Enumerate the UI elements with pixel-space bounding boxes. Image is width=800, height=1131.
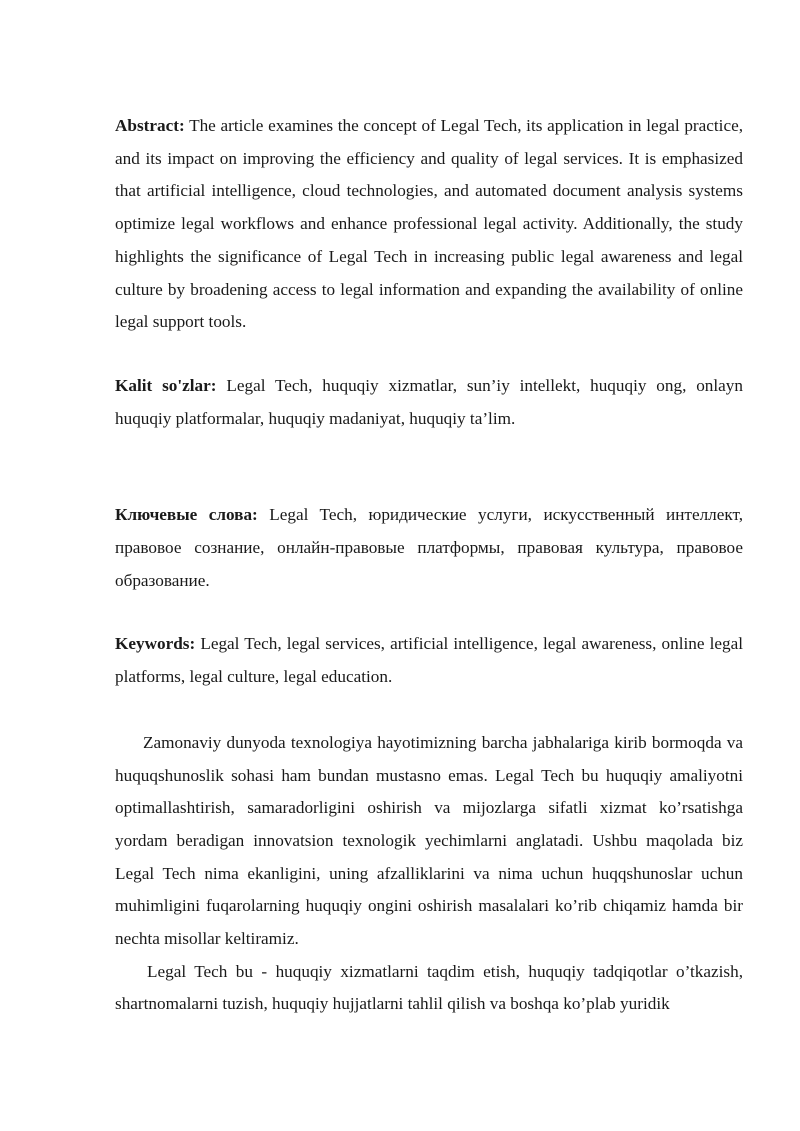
abstract-text: The article examines the concept of Legal Tech, its application in legal practice, and its impact on improving the efficiency and quality of legal services. It is emphasized that artificial intelligence, cloud technologies, and automated document analysis systems optimize legal workflows and enhance professional legal activity. Additionally, the study highlights the significance of Legal Tech in increasing public legal awareness and legal culture by broadening access to legal information and expanding the availability of online legal support tools.: [115, 116, 743, 332]
keywords-ru-text: Legal Tech, юридические услуги, искусственный интеллект, правовое сознание, онлайн-правовые платформы, правовая культура, правовое образование.: [115, 505, 743, 590]
keywords-en-text: Legal Tech, legal services, artificial intelligence, legal awareness, online legal platforms, legal culture, legal education.: [115, 634, 743, 687]
keywords-ru-label: Ключевые слова:: [115, 505, 258, 525]
abstract-label: Abstract:: [115, 116, 185, 135]
keywords-uz-text: Legal Tech, huquqiy xizmatlar, sun’iy intellekt, huquqiy ong, onlayn huquqiy platformalar, huquqiy madaniyat, huquqiy ta’lim.: [115, 375, 743, 428]
abstract-paragraph: [115, 110, 743, 339]
keywords-ru-paragraph: [115, 499, 743, 597]
keywords-en-paragraph: [115, 628, 743, 693]
body-paragraph-1: Zamonaviy dunyoda texnologiya hayotimizning barcha jabhalariga kirib bormoqda va huquqshunoslik sohasi ham bundan mustasno emas. Legal Tech bu huquqiy amaliyotni optimallashtirish, samaradorligini oshirish va mijozlarga sifatli xizmat ko’rsatishga yordam beradigan innovatsion texnologik yechimlarni anglatadi. Ushbu maqolada biz Legal Tech nima ekanligini, uning afzalliklarini va nima uchun huqqshunoslar uchun muhimligini fuqarolarning huquqiy ongini oshirish masalalari ko’rib chiqamiz hamda bir nechta misollar keltiramiz.: [115, 732, 743, 949]
keywords-uz-label: Kalit so'zlar:: [115, 375, 217, 395]
keywords-uz-paragraph: [115, 370, 743, 435]
document-page: [115, 110, 743, 1021]
body-paragraph-2: Legal Tech bu - huquqiy xizmatlarni taqdim etish, huquqiy tadqiqotlar o’tkazish, shartnomalarni tuzish, huquqiy hujjatlarni tahlil qilish va boshqa ko’plab yuridik: [115, 961, 743, 1014]
keywords-en-label: Keywords:: [115, 634, 196, 654]
